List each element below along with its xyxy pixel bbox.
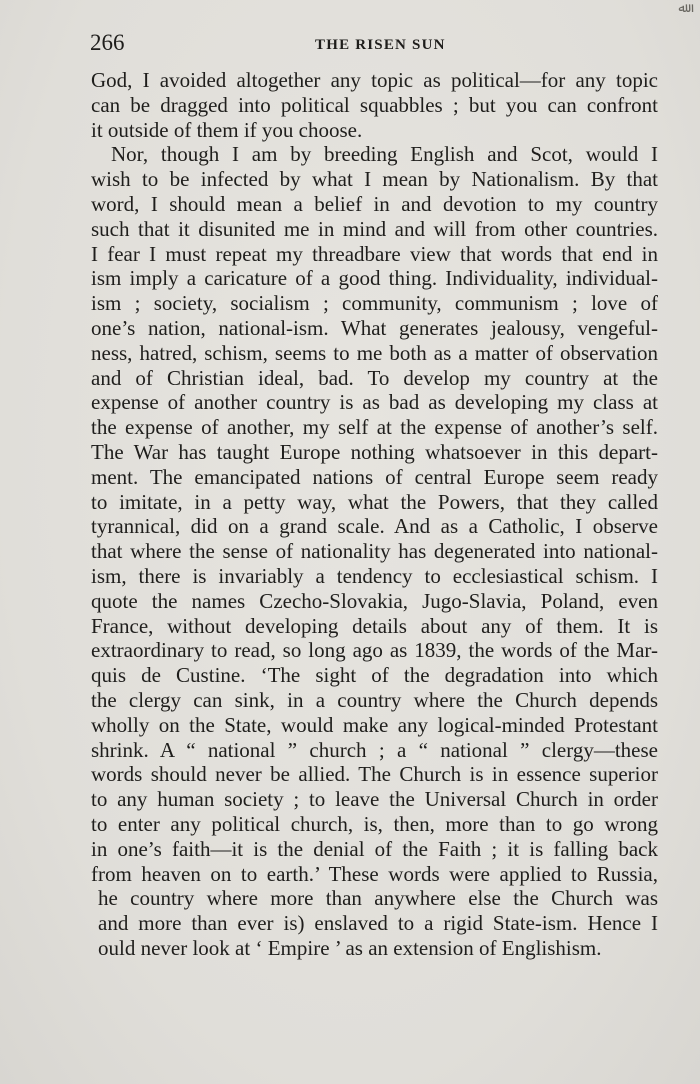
- text-line: wish to be infected by what I mean by Nationalism. By that: [91, 167, 658, 192]
- text-line: words should never be allied. The Church is in essence superior: [91, 762, 658, 787]
- text-line: France, without developing details about any of them. It is: [91, 613, 658, 638]
- text-line: in one’s faith—it is the denial of the Faith ; it is falling back: [91, 836, 658, 861]
- text-line: expense of another country is as bad as developing my class at: [91, 390, 658, 415]
- text-line: God, I avoided altogether any topic as political—for any topic: [91, 68, 658, 92]
- text-line: one’s nation, national-ism. What generates jealousy, vengeful-: [91, 315, 658, 340]
- text-line: to any human society ; to leave the Universal Church in order: [91, 787, 658, 812]
- corner-mark: ﷲ: [678, 0, 686, 15]
- page-number: 266: [90, 30, 125, 55]
- text-line: ism, there is invariably a tendency to ecclesiastical schism. I: [91, 563, 658, 588]
- text-line: wholly on the State, would make any logical-minded Protestant: [91, 712, 658, 737]
- text-line: it outside of them if you choose.: [91, 117, 363, 142]
- text-line: ness, hatred, schism, seems to me both as a matter of observation: [91, 340, 658, 365]
- text-line: I fear I must repeat my threadbare view that words that end in: [91, 241, 658, 266]
- text-line: such that it disunited me in mind and will from other countries.: [91, 216, 658, 241]
- text-line: The War has taught Europe nothing whatsoever in this depart-: [91, 439, 658, 464]
- text-line: and of Christian ideal, bad. To develop my country at the: [91, 365, 658, 390]
- text-line: the expense of another, my self at the expense of another’s self.: [91, 415, 658, 440]
- text-line: that where the sense of nationality has degenerated into national-: [91, 539, 658, 564]
- text-line: word, I should mean a belief in and devotion to my country: [91, 191, 658, 216]
- text-line: to enter any political church, is, then, more than to go wrong: [91, 811, 658, 836]
- text-line: ism imply a caricature of a good thing. Individuality, individual-: [91, 266, 658, 291]
- running-title: THE RISEN SUN: [315, 37, 446, 53]
- text-line: quote the names Czecho-Slovakia, Jugo-Slavia, Poland, even: [91, 588, 658, 613]
- text-line: he country where more than anywhere else the Church was: [98, 886, 658, 911]
- text-line: and more than ever is) enslaved to a rigid State-ism. Hence I: [98, 911, 658, 936]
- text-line: ment. The emancipated nations of central Europe seem ready: [91, 464, 658, 489]
- page-header: [90, 30, 660, 60]
- text-line: shrink. A “ national ” church ; a “ national ” clergy—these: [91, 737, 658, 762]
- text-line: tyrannical, did on a grand scale. And as a Catholic, I observe: [91, 514, 658, 539]
- body-text: [91, 68, 658, 961]
- text-line: extraordinary to read, so long ago as 1839, the words of the Mar-: [91, 638, 658, 663]
- text-line: to imitate, in a petty way, what the Powers, that they called: [91, 489, 658, 514]
- text-line: quis de Custine. ‘The sight of the degradation into which: [91, 663, 658, 688]
- text-line: Nor, though I am by breeding English and Scot, would I: [111, 142, 658, 167]
- text-line: can be dragged into political squabbles ; but you can confront: [91, 92, 658, 117]
- text-line: ism ; society, socialism ; community, communism ; love of: [91, 291, 658, 316]
- text-line: from heaven on to earth.’ These words were applied to Russia,: [91, 861, 658, 886]
- text-line: ould never look at ‘ Empire ’ as an extension of Englishism.: [98, 935, 602, 960]
- text-line: the clergy can sink, in a country where the Church depends: [91, 687, 658, 712]
